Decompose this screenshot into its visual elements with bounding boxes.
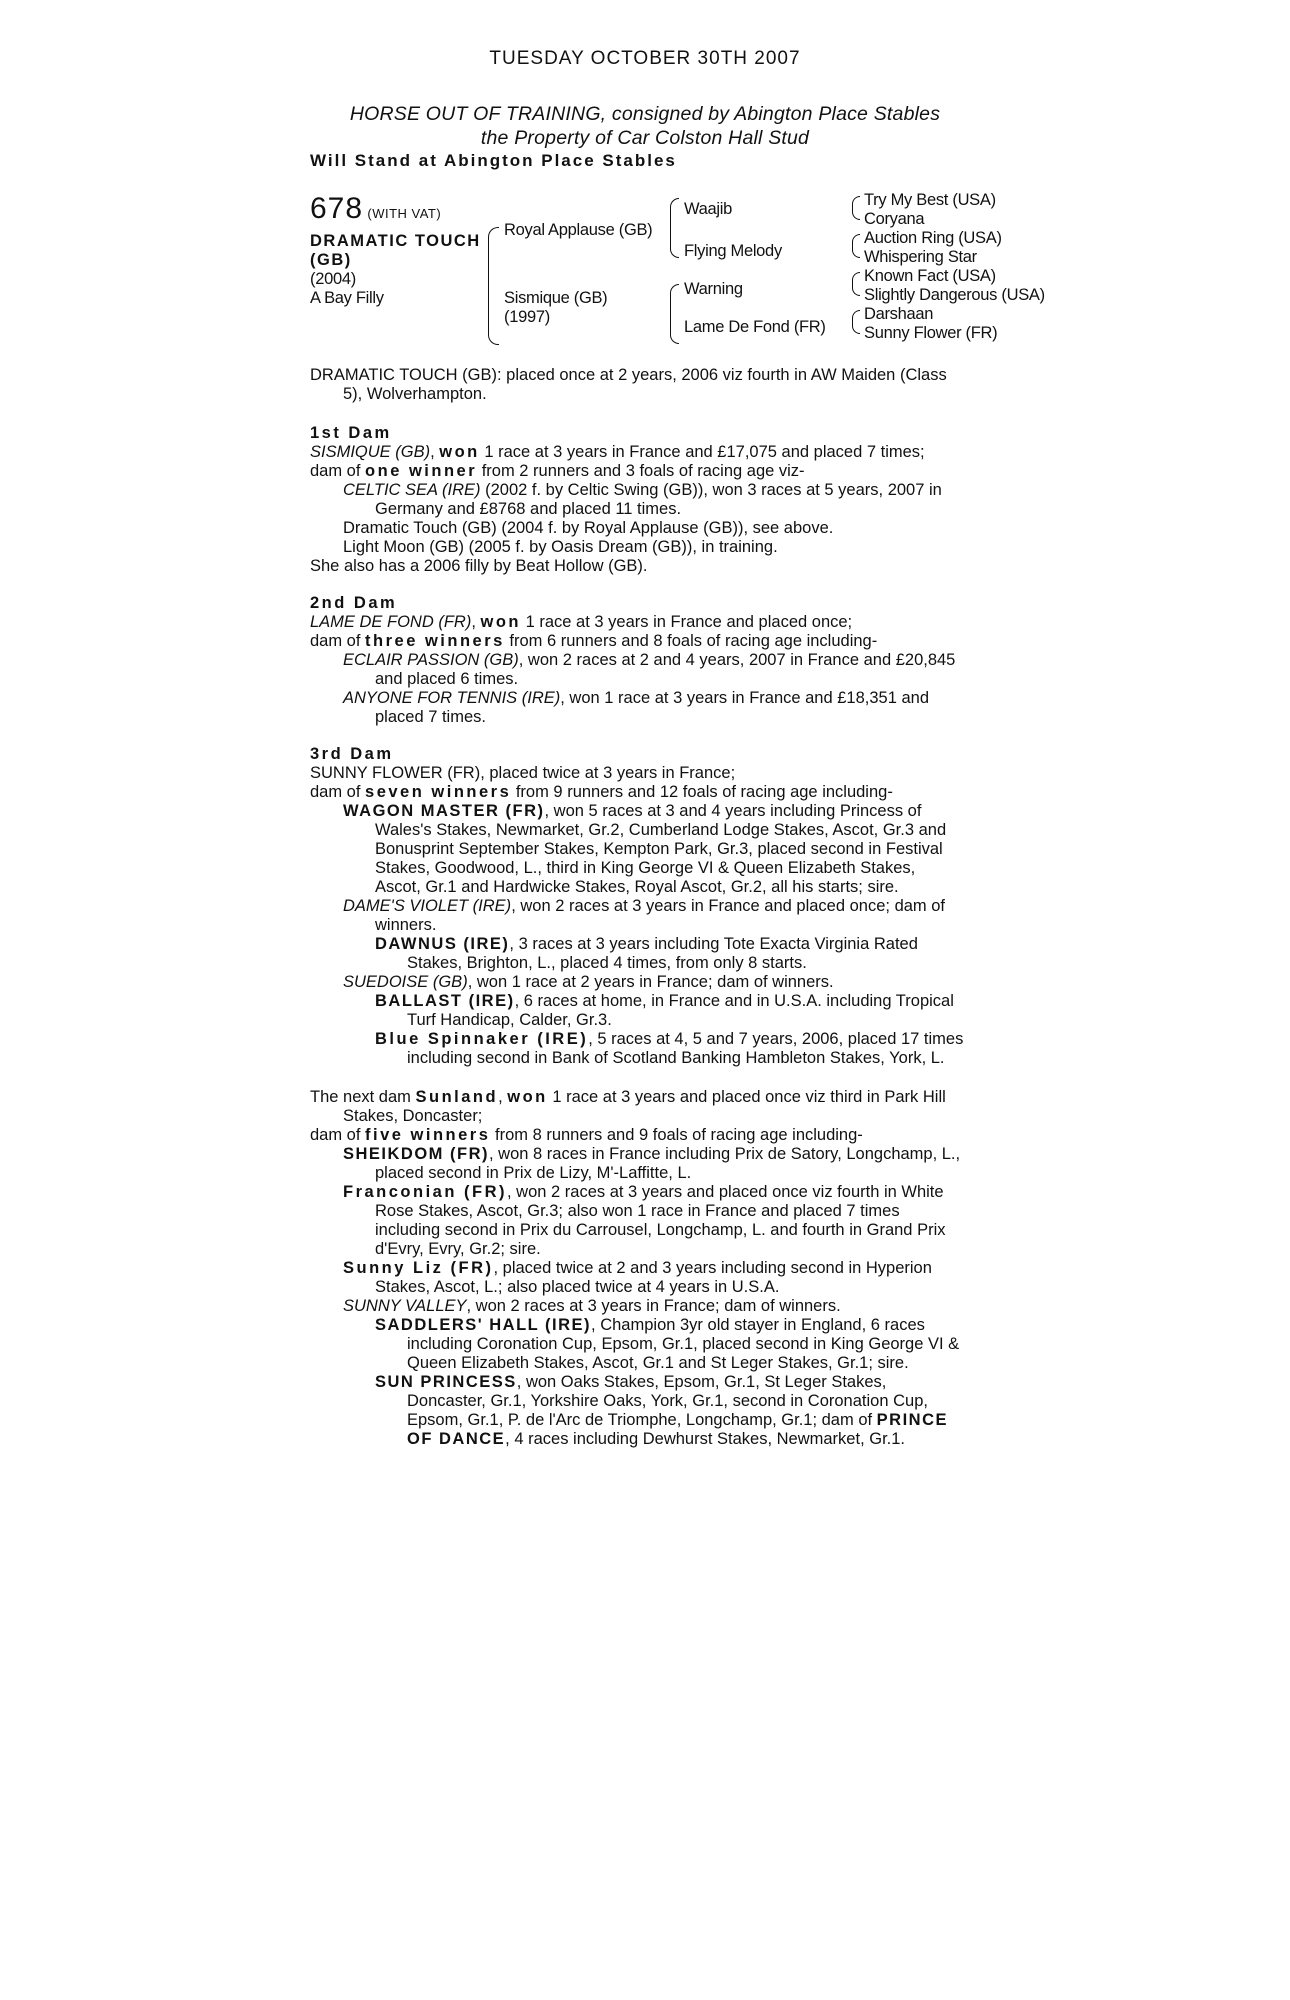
pedigree-table [0, 190, 1290, 360]
consignment-line: HORSE OUT OF TRAINING, consigned by Abington Place Stables [349, 103, 941, 125]
dam-record: SISMIQUE (GB), won 1 race at 3 years in France and £17,075 and placed 7 times; [310, 443, 925, 461]
dam: Sismique (GB) [504, 289, 608, 307]
horse-name: DRAMATIC TOUCH [310, 232, 481, 250]
dam-dam: Lame De Fond (FR) [684, 318, 826, 336]
dam-record: The next dam Sunland, won 1 race at 3 years and placed once viz third in Park Hill [310, 1088, 946, 1106]
consignment-info [0, 102, 1290, 150]
produce-entry-cont: winners. [375, 916, 437, 934]
produce-summary: dam of three winners from 6 runners and 8 foals of racing age including- [310, 632, 878, 650]
produce-entry-cont: Doncaster, Gr.1, Yorkshire Oaks, York, Gr.1, second in Coronation Cup, [407, 1392, 928, 1410]
produce-entry-cont: including Coronation Cup, Epsom, Gr.1, placed second in King George VI & [407, 1335, 960, 1353]
summary-line: DRAMATIC TOUCH (GB): placed once at 2 years, 2006 viz fourth in AW Maiden (Class [310, 366, 947, 384]
produce-entry: BALLAST (IRE), 6 races at home, in France and in U.S.A. including Tropical [375, 992, 954, 1010]
grandsire-line: Coryana [864, 210, 925, 228]
produce-entry-cont: Rose Stakes, Ascot, Gr.3; also won 1 race in France and placed 7 times [375, 1202, 900, 1220]
grandsire-line: Sunny Flower (FR) [864, 324, 998, 342]
produce-entry: SUN PRINCESS, won Oaks Stakes, Epsom, Gr.1, St Leger Stakes, [375, 1373, 887, 1391]
produce-entry-cont: including second in Bank of Scotland Banking Hambleton Stakes, York, L. [407, 1049, 945, 1067]
property-line: the Property of Car Colston Hall Stud [480, 127, 810, 149]
pedigree-brace [852, 272, 860, 296]
pedigree-brace [488, 227, 499, 345]
vat-note: (WITH VAT) [367, 206, 442, 221]
produce-entry: SADDLERS' HALL (IRE), Champion 3yr old stayer in England, 6 races [375, 1316, 925, 1334]
grandsire-line: Known Fact (USA) [864, 267, 996, 285]
produce-note: She also has a 2006 filly by Beat Hollow (GB). [310, 557, 648, 575]
produce-entry-cont: Wales's Stakes, Newmarket, Gr.2, Cumberland Lodge Stakes, Ascot, Gr.3 and [375, 821, 947, 839]
sire-sire: Waajib [684, 200, 733, 218]
grandsire-line: Darshaan [864, 305, 934, 323]
second-dam-section [310, 594, 980, 727]
grandsire-line: Whispering Star [864, 248, 977, 266]
pedigree-brace [670, 284, 679, 344]
dam-sire: Warning [684, 280, 743, 298]
produce-entry-cont: Turf Handicap, Calder, Gr.3. [407, 1011, 612, 1029]
produce-entry: ECLAIR PASSION (GB), won 2 races at 2 and 4 years, 2007 in France and £20,845 [343, 651, 956, 669]
produce-entry: SUEDOISE (GB), won 1 race at 2 years in France; dam of winners. [343, 973, 834, 991]
produce-entry-cont: Stakes, Goodwood, L., third in King George VI & Queen Elizabeth Stakes, [375, 859, 916, 877]
will-stand-line: Will Stand at Abington Place Stables [310, 151, 677, 170]
produce-entry: CELTIC SEA (IRE) (2002 f. by Celtic Swing (GB)), won 3 races at 5 years, 2007 in [343, 481, 942, 499]
race-summary [310, 366, 980, 404]
dam-year: (1997) [504, 308, 550, 326]
produce-summary: dam of five winners from 8 runners and 9 foals of racing age including- [310, 1126, 863, 1144]
horse-description: A Bay Filly [310, 289, 384, 307]
produce-summary: dam of seven winners from 9 runners and 12 foals of racing age including- [310, 783, 893, 801]
section-heading: 2nd Dam [310, 594, 398, 612]
produce-entry-cont: including second in Prix du Carrousel, Longchamp, L. and fourth in Grand Prix [375, 1221, 946, 1239]
grandsire-line: Try My Best (USA) [864, 191, 996, 209]
section-heading: 3rd Dam [310, 745, 394, 763]
produce-entry: ANYONE FOR TENNIS (IRE), won 1 race at 3 years in France and £18,351 and [343, 689, 930, 707]
grandsire-line: Slightly Dangerous (USA) [864, 286, 1045, 304]
produce-entry: Franconian (FR), won 2 races at 3 years and placed once viz fourth in White [343, 1183, 944, 1201]
third-dam-section [310, 745, 980, 1068]
produce-entry-cont: Bonusprint September Stakes, Kempton Park, Gr.3, placed second in Festival [375, 840, 943, 858]
produce-entry-cont: Stakes, Ascot, L.; also placed twice at 4 years in U.S.A. [375, 1278, 780, 1296]
section-heading: 1st Dam [310, 424, 392, 442]
pedigree-brace [852, 196, 860, 220]
produce-entry-cont: placed 7 times. [375, 708, 486, 726]
produce-entry-cont: Stakes, Brighton, L., placed 4 times, from only 8 starts. [407, 954, 807, 972]
lot-number: 678 [310, 192, 364, 225]
next-dam-section [310, 1088, 980, 1449]
produce-entry-cont: Ascot, Gr.1 and Hardwicke Stakes, Royal Ascot, Gr.2, all his starts; sire. [375, 878, 899, 896]
produce-entry-cont: OF DANCE, 4 races including Dewhurst Stakes, Newmarket, Gr.1. [407, 1430, 905, 1448]
produce-entry: Light Moon (GB) (2005 f. by Oasis Dream (GB)), in training. [343, 538, 778, 556]
produce-entry-cont: placed second in Prix de Lizy, M'-Laffitte, L. [375, 1164, 692, 1182]
dam-record: LAME DE FOND (FR), won 1 race at 3 years in France and placed once; [310, 613, 853, 631]
produce-entry-cont: Germany and £8768 and placed 11 times. [375, 500, 682, 518]
dam-record-cont: Stakes, Doncaster; [343, 1107, 483, 1125]
produce-entry: Dramatic Touch (GB) (2004 f. by Royal Applause (GB)), see above. [343, 519, 834, 537]
dam-record: SUNNY FLOWER (FR), placed twice at 3 years in France; [310, 764, 736, 782]
horse-country: (GB) [310, 251, 352, 269]
produce-entry-cont: and placed 6 times. [375, 670, 519, 688]
produce-entry-cont: d'Evry, Evry, Gr.2; sire. [375, 1240, 541, 1258]
pedigree-brace [852, 234, 860, 258]
pedigree-brace [852, 310, 860, 334]
produce-entry: SUNNY VALLEY, won 2 races at 3 years in France; dam of winners. [343, 1297, 841, 1315]
pedigree-brace [670, 198, 679, 258]
produce-entry: Sunny Liz (FR), placed twice at 2 and 3 years including second in Hyperion [343, 1259, 932, 1277]
produce-entry: SHEIKDOM (FR), won 8 races in France including Prix de Satory, Longchamp, L., [343, 1145, 961, 1163]
first-dam-section [310, 424, 980, 576]
foaling-year: (2004) [310, 270, 356, 288]
grandsire-line: Auction Ring (USA) [864, 229, 1002, 247]
produce-summary: dam of one winner from 2 runners and 3 foals of racing age viz- [310, 462, 805, 480]
produce-entry-cont: Epsom, Gr.1, P. de l'Arc de Triomphe, Longchamp, Gr.1; dam of PRINCE [407, 1411, 949, 1429]
sale-date: TUESDAY OCTOBER 30TH 2007 [489, 48, 801, 69]
produce-entry: DAME'S VIOLET (IRE), won 2 races at 3 years in France and placed once; dam of [343, 897, 946, 915]
sire: Royal Applause (GB) [504, 221, 653, 239]
produce-entry: Blue Spinnaker (IRE), 5 races at 4, 5 and 7 years, 2006, placed 17 times [375, 1030, 964, 1048]
produce-entry: DAWNUS (IRE), 3 races at 3 years including Tote Exacta Virginia Rated [375, 935, 918, 953]
produce-entry: WAGON MASTER (FR), won 5 races at 3 and 4 years including Princess of [343, 802, 922, 820]
lot-number-block [310, 192, 441, 226]
sire-dam: Flying Melody [684, 242, 782, 260]
produce-entry-cont: Queen Elizabeth Stakes, Ascot, Gr.1 and St Leger Stakes, Gr.1; sire. [407, 1354, 909, 1372]
summary-line: 5), Wolverhampton. [343, 385, 487, 403]
